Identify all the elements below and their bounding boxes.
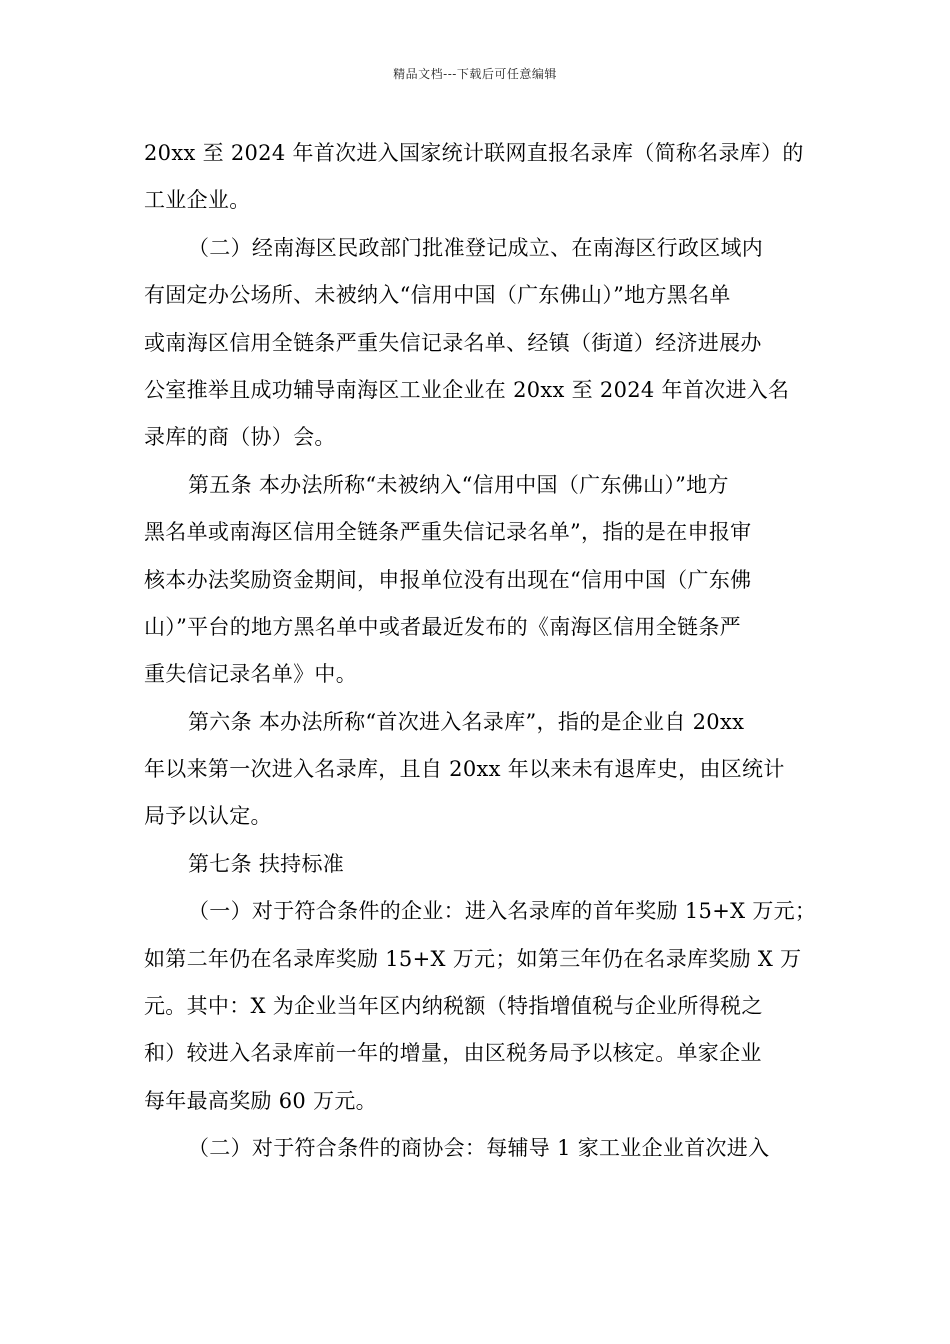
article-5-heading-line: 第五条 本办法所称“未被纳入“信用中国（广东佛山）”地方: [188, 472, 729, 497]
paragraph-line: （二）经南海区民政部门批准登记成立、在南海区行政区域内: [188, 235, 764, 260]
text-line: 年以来第一次进入名录库，且自 20xx 年以来未有退库史，由区统计: [144, 757, 785, 782]
paragraph-line: （二）对于符合条件的商协会：每辅导 1 家工业企业首次进入: [188, 1136, 770, 1161]
paragraph-line: （一）对于符合条件的企业：进入名录库的首年奖励 15+X 万元；: [188, 899, 817, 924]
page-header: 精品文档---下载后可任意编辑: [393, 67, 557, 81]
document-body: [144, 130, 824, 1173]
text-line: 和）较进入名录库前一年的增量，由区税务局予以核定。单家企业: [144, 1041, 762, 1066]
text-line: 20xx 至 2024 年首次进入国家统计联网直报名录库（简称名录库）的: [144, 141, 804, 165]
text-line: 录库的商（协）会。: [144, 425, 336, 450]
text-line: 工业企业。: [144, 188, 251, 213]
text-line: 有固定办公场所、未被纳入“信用中国（广东佛山）”地方黑名单: [144, 283, 731, 308]
article-7-heading: 第七条 扶持标准: [188, 851, 345, 876]
text-line: 或南海区信用全链条严重失信记录名单、经镇（街道）经济进展办: [144, 330, 762, 355]
text-line: 元。其中：X 为企业当年区内纳税额（特指增值税与企业所得税之: [144, 994, 763, 1019]
text-line: 公室推举且成功辅导南海区工业企业在 20xx 至 2024 年首次进入名: [144, 377, 790, 402]
text-line: 核本办法奖励资金期间，申报单位没有出现在“信用中国（广东佛: [144, 567, 752, 592]
text-line: 黑名单或南海区信用全链条严重失信记录名单”，指的是在申报审: [144, 520, 752, 545]
text-line: 如第二年仍在名录库奖励 15+X 万元；如第三年仍在名录库奖励 X 万: [144, 946, 802, 971]
text-line: 山）”平台的地方黑名单中或者最近发布的《南海区信用全链条严: [144, 614, 741, 639]
article-6-heading-line: 第六条 本办法所称“首次进入名录库”，指的是企业自 20xx: [188, 709, 745, 734]
text-line: 重失信记录名单》中。: [144, 662, 357, 687]
text-line: 局予以认定。: [144, 804, 272, 829]
text-line: 每年最高奖励 60 万元。: [144, 1088, 377, 1113]
